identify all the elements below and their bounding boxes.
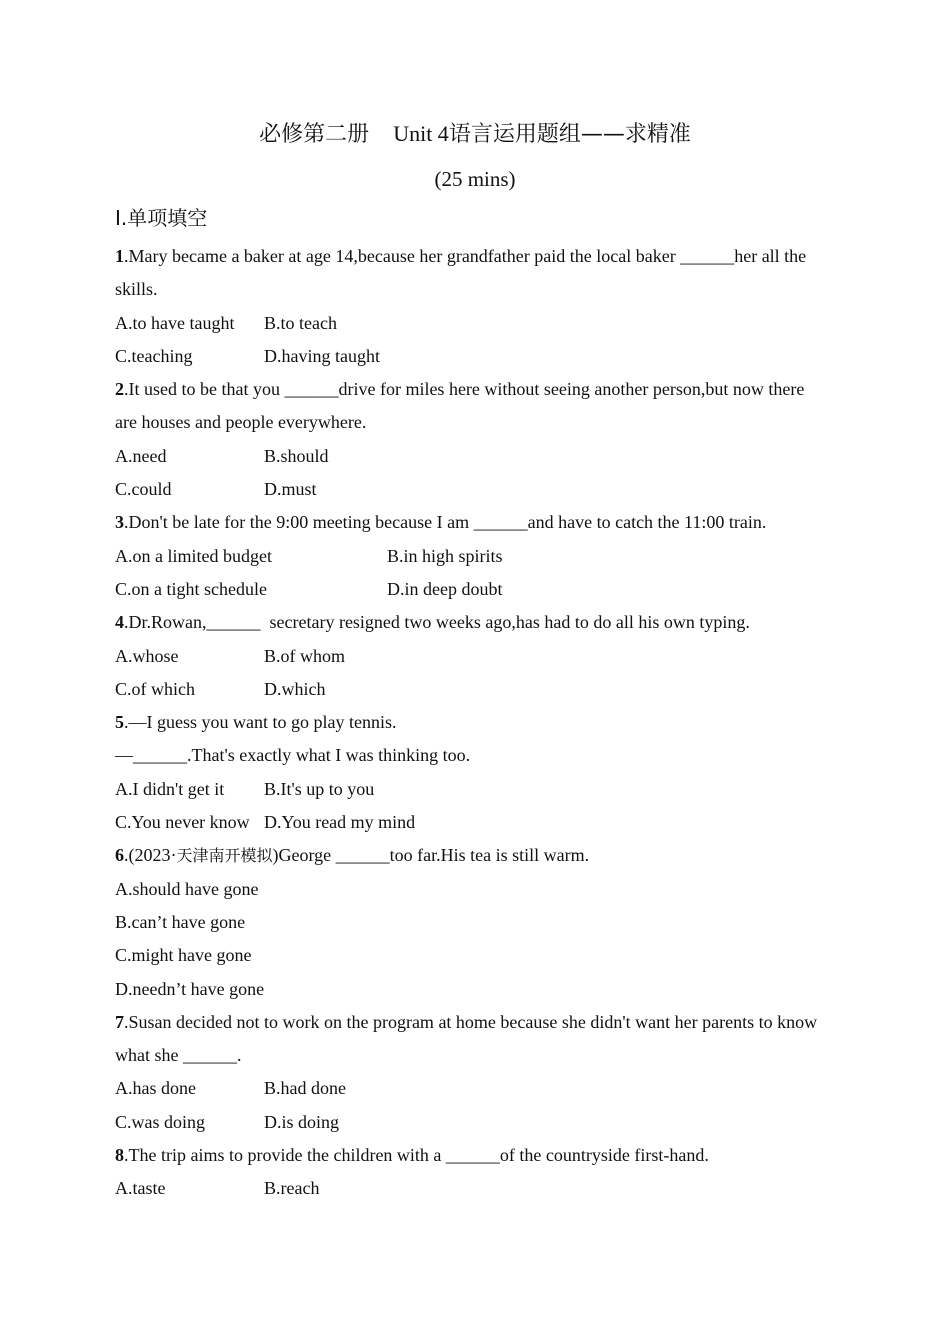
options-row [115, 1072, 830, 1105]
options-row [115, 773, 830, 806]
question-text: .Don't be late for the 9:00 meeting because I am ______and have to catch the 11:00 train. [124, 512, 767, 533]
question-5 [115, 706, 830, 739]
option-b: B.in high spirits [387, 545, 503, 566]
question-text: .It used to be that you ______drive for miles here without seeing another person,but now there are houses and people everywhere. [115, 379, 805, 433]
title-cn-part-2: 语言运用题组——求精准 [448, 122, 691, 147]
option-a: A.taste [115, 1178, 166, 1199]
question-number: 7 [115, 1011, 124, 1032]
options-row [115, 473, 830, 506]
question-text: .Dr.Rowan,______ secretary resigned two weeks ago,has had to do all his own typing. [124, 612, 750, 633]
option-c: C.teaching [115, 345, 193, 366]
question-3 [115, 506, 830, 539]
option-a: A.has done [115, 1078, 196, 1099]
options-row [115, 640, 830, 673]
option-c: C.could [115, 479, 172, 500]
question-number: 3 [115, 512, 124, 533]
options-row [115, 540, 830, 573]
option-c: C.might have gone [115, 945, 252, 966]
question-number: 6 [115, 845, 124, 866]
options-row [115, 573, 830, 606]
question-4 [115, 606, 830, 639]
option-d: D.You read my mind [264, 812, 416, 833]
title-cn-part-1: 必修第二册 [259, 122, 370, 147]
options-row [115, 440, 830, 473]
option-b: B.can’t have gone [115, 911, 246, 932]
question-number: 2 [115, 379, 124, 400]
question-8 [115, 1139, 830, 1172]
title-en-part: Unit 4 [393, 121, 449, 146]
option-b: B.reach [264, 1178, 320, 1199]
question-text: .Mary became a baker at age 14,because her grandfather paid the local baker ______her all the skills. [115, 246, 807, 300]
question-number: 4 [115, 612, 124, 633]
option-d: D.having taught [264, 345, 380, 366]
option-c: C.You never know [115, 812, 250, 833]
option-a: A.I didn't get it [115, 778, 225, 799]
section-title: Ⅰ.单项填空 [115, 206, 208, 230]
question-number: 1 [115, 246, 124, 266]
question-source: 天津南开模拟 [176, 846, 273, 866]
question-prefix: .(2023· [124, 845, 177, 866]
page-title [0, 116, 950, 153]
option-a: A.on a limited budget [115, 545, 272, 566]
option-c: C.of which [115, 678, 195, 699]
option-b: B.of whom [264, 645, 345, 666]
option-d: D.must [264, 479, 317, 500]
question-5-reply: —______.That's exactly what I was thinking too. [115, 745, 471, 766]
options-row [115, 1106, 830, 1139]
question-number: 5 [115, 712, 124, 733]
option-a: A.need [115, 445, 167, 466]
question-2 [115, 373, 830, 440]
question-text: )George ______too far.His tea is still warm. [272, 845, 590, 866]
question-7 [115, 1006, 830, 1073]
page-subtitle: (25 mins) [434, 167, 516, 191]
options-row [115, 1172, 830, 1205]
option-a: A.whose [115, 645, 179, 666]
question-1 [115, 240, 830, 307]
question-text: .—I guess you want to go play tennis. [124, 712, 397, 733]
question-text: .Susan decided not to work on the program at home because she didn't want her parents to know what she ______. [115, 1011, 818, 1066]
question-list [115, 240, 830, 1206]
options-row [115, 307, 830, 340]
option-d: D.needn’t have gone [115, 978, 265, 999]
option-b: B.had done [264, 1078, 346, 1099]
option-a: A.should have gone [115, 878, 259, 899]
option-d: D.is doing [264, 1111, 340, 1132]
option-b: B.to teach [264, 312, 337, 333]
options-row [115, 340, 830, 373]
options-row [115, 806, 830, 839]
option-b: B.It's up to you [264, 778, 375, 799]
option-d: D.which [264, 678, 326, 699]
option-c: C.was doing [115, 1111, 205, 1132]
question-number: 8 [115, 1145, 124, 1166]
option-d: D.in deep doubt [387, 578, 503, 599]
options-row [115, 673, 830, 706]
option-c: C.on a tight schedule [115, 578, 267, 599]
question-text: .The trip aims to provide the children with a ______of the countryside first-hand. [124, 1145, 709, 1166]
question-6 [115, 839, 830, 872]
option-a: A.to have taught [115, 312, 235, 333]
option-b: B.should [264, 445, 329, 466]
